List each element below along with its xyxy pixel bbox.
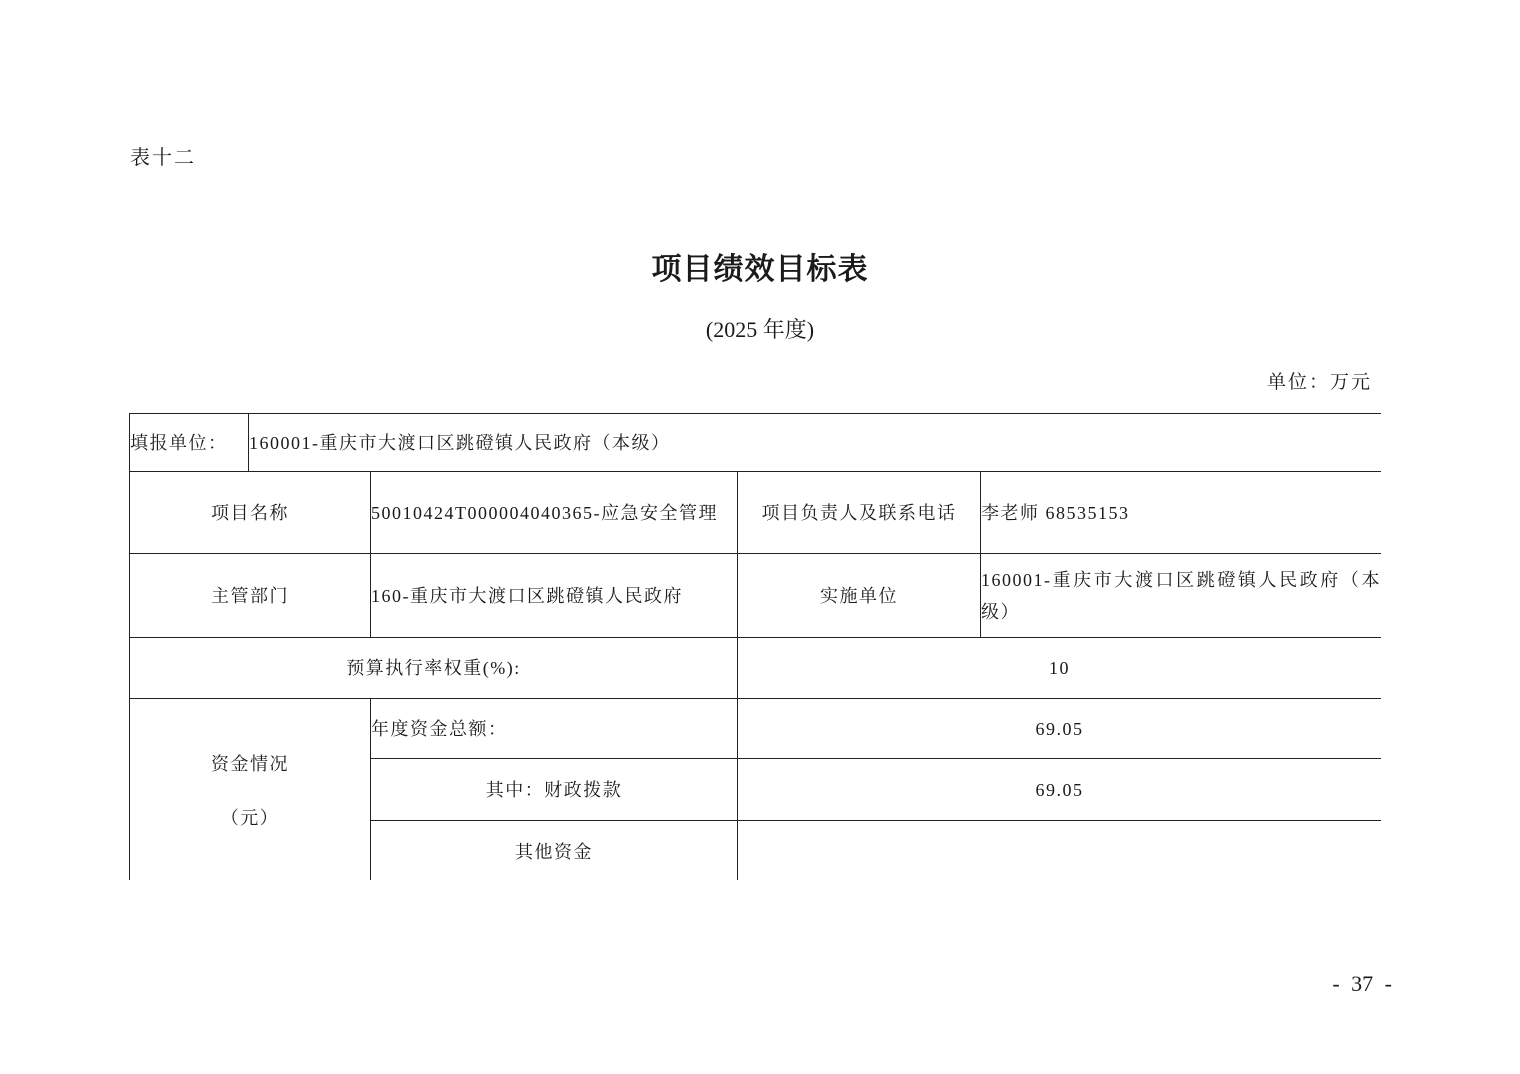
table-row-project-name [130, 472, 1382, 554]
project-name-label: 项目名称 [130, 472, 371, 554]
project-name-value: 50010424T000004040365-应急安全管理 [371, 472, 738, 554]
form-table [129, 413, 1381, 880]
contact-value: 李老师 68535153 [981, 472, 1382, 554]
reporting-unit-value: 160001-重庆市大渡口区跳磴镇人民政府（本级） [249, 414, 1382, 472]
contact-label: 项目负责人及联系电话 [738, 472, 981, 554]
fiscal-allocation-value: 69.05 [738, 759, 1382, 821]
table-row-annual-total [130, 699, 1382, 759]
unit-note: 单位：万元 [1266, 372, 1372, 393]
page-title: 项目绩效目标表 [651, 253, 869, 286]
implementing-unit-value: 160001-重庆市大渡口区跳磴镇人民政府（本级） [981, 554, 1382, 638]
table-row-department [130, 554, 1382, 638]
budget-weight-label: 预算执行率权重(%): [130, 638, 738, 699]
department-value: 160-重庆市大渡口区跳磴镇人民政府 [371, 554, 738, 638]
fiscal-allocation-label: 其中：财政拨款 [371, 759, 738, 821]
table-row-budget-weight [130, 638, 1382, 699]
table-number-label: 表十二 [130, 147, 196, 169]
budget-weight-value: 10 [738, 638, 1382, 699]
funds-unit: （元） [220, 807, 280, 828]
annual-total-value: 69.05 [738, 699, 1382, 759]
page-number: - 37 - [1332, 971, 1392, 996]
table-row-reporting-unit [130, 414, 1382, 472]
implementing-unit-label: 实施单位 [738, 554, 981, 638]
performance-target-table [129, 413, 1381, 880]
funds-label: 资金情况 [211, 753, 289, 774]
department-label: 主管部门 [130, 554, 371, 638]
other-funds-value [738, 821, 1382, 881]
other-funds-label: 其他资金 [371, 821, 738, 881]
annual-total-label: 年度资金总额： [371, 699, 738, 759]
page-subtitle-year: (2025 年度) [705, 317, 815, 342]
reporting-unit-label: 填报单位： [130, 414, 249, 472]
funds-section-label [130, 699, 371, 881]
